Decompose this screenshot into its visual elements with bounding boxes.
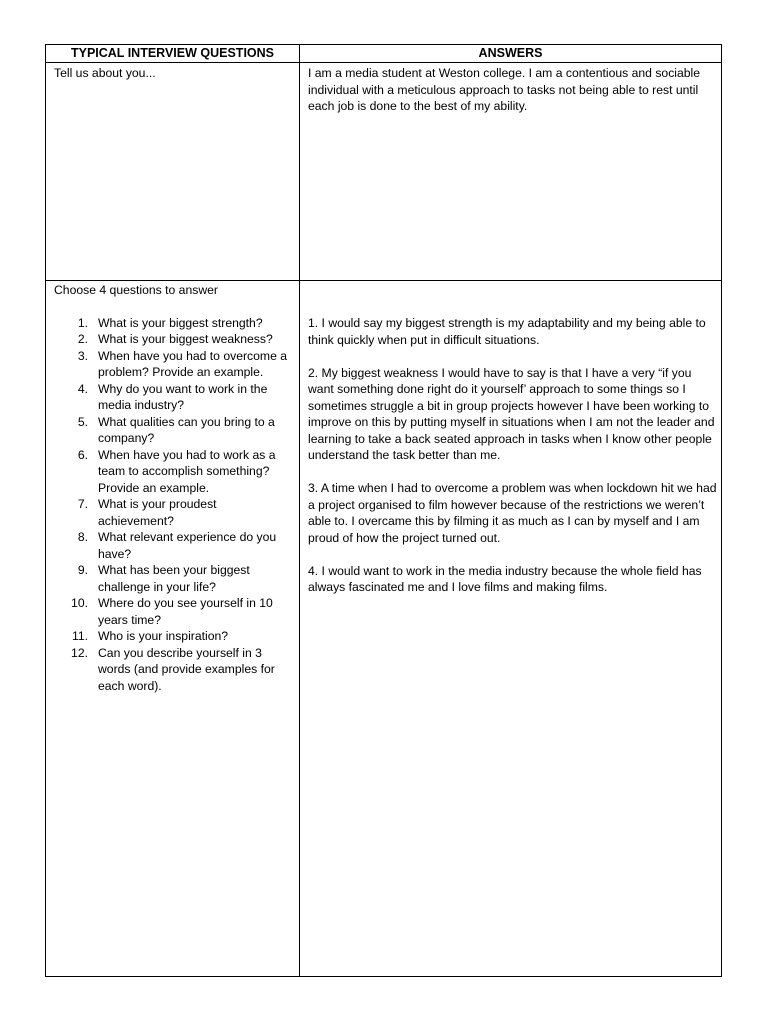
answer-paragraph: 1. I would say my biggest strength is my adaptability and my being able to think quickly when put in difficult situations. (308, 316, 706, 347)
list-item-number: 9. (77, 563, 88, 577)
answer-paragraph: 3. A time when I had to overcome a problem was when lockdown hit we had a project organised to film however because of the restrictions we weren’t able to. I overcame this by filming it as much as I can by myself and I am proud of how the project turned out. (308, 481, 717, 545)
list-item (54, 496, 294, 529)
list-item (54, 447, 294, 497)
list-item-text: What qualities can you bring to a company? (98, 414, 275, 445)
answer-paragraph: 2. My biggest weakness I would have to say is that I have a very “if you want something done right do it yourself’ approach to some things so I sometimes struggle a bit in group projects however I have been working to improve on this by putting myself in situations when I am not the leader and learning to take a back seated approach in tasks when I know other people understand the task better than me. (308, 365, 715, 462)
list-item-number: 8. (77, 530, 88, 544)
interview-table (45, 44, 722, 977)
list-item (54, 628, 294, 645)
list-item-text: Who is your inspiration? (98, 629, 229, 643)
list-item-number: 7. (77, 497, 88, 511)
list-item-number: 2. (77, 332, 88, 346)
list-item-text: What is your biggest strength? (98, 315, 263, 330)
answers-cell (308, 315, 718, 612)
question-tell-us-about-you: Tell us about you... (54, 66, 156, 80)
list-item (54, 414, 294, 447)
list-item-text: What has been your biggest challenge in your life? (98, 563, 250, 594)
list-item (54, 595, 294, 628)
list-item-text: Where do you see yourself in 10 years time? (98, 596, 273, 627)
list-item-text: When have you had to overcome a problem? Provide an example. (98, 348, 288, 379)
list-item (54, 645, 294, 695)
question-list (54, 315, 294, 695)
header-row-divider (46, 62, 721, 63)
answers-column-header: ANSWERS (478, 46, 543, 60)
column-divider (299, 45, 300, 976)
answer-tell-us-about-you: I am a media student at Weston college. I am a contentious and sociable individual with a meticulous approach to tasks not being able to rest until each job is done to the best of my ability. (308, 66, 701, 113)
list-item-number: 1. (77, 315, 88, 330)
questions-column-header: TYPICAL INTERVIEW QUESTIONS (70, 46, 275, 60)
list-item-text: Can you describe yourself in 3 words (and provide examples for each word). (98, 645, 275, 693)
list-item-text: What relevant experience do you have? (98, 530, 277, 561)
list-item-number: 11. (71, 629, 88, 643)
list-item-text: Why do you want to work in the media industry? (98, 381, 268, 412)
list-item-number: 3. (77, 348, 88, 363)
list-item-number: 10. (71, 596, 88, 610)
list-item-text: When have you had to work as a team to accomplish something? Provide an example. (98, 447, 276, 495)
answer-paragraph: 4. I would want to work in the media industry because the whole field has always fascinated me and I love films and making films. (308, 563, 702, 594)
list-item (54, 529, 294, 562)
list-item-text: What is your biggest weakness? (98, 332, 273, 346)
list-item-number: 5. (77, 414, 88, 429)
question-list-intro: Choose 4 questions to answer (54, 283, 218, 297)
row-divider (46, 280, 721, 281)
list-item-number: 12. (71, 645, 88, 660)
list-item (54, 562, 294, 595)
list-item (54, 348, 294, 381)
list-item (54, 381, 294, 414)
list-item-text: What is your proudest achievement? (98, 497, 217, 528)
list-item (54, 315, 294, 332)
list-item-number: 6. (77, 447, 88, 462)
list-item (54, 331, 294, 348)
list-item-number: 4. (77, 381, 88, 396)
question-list-cell (54, 282, 294, 694)
